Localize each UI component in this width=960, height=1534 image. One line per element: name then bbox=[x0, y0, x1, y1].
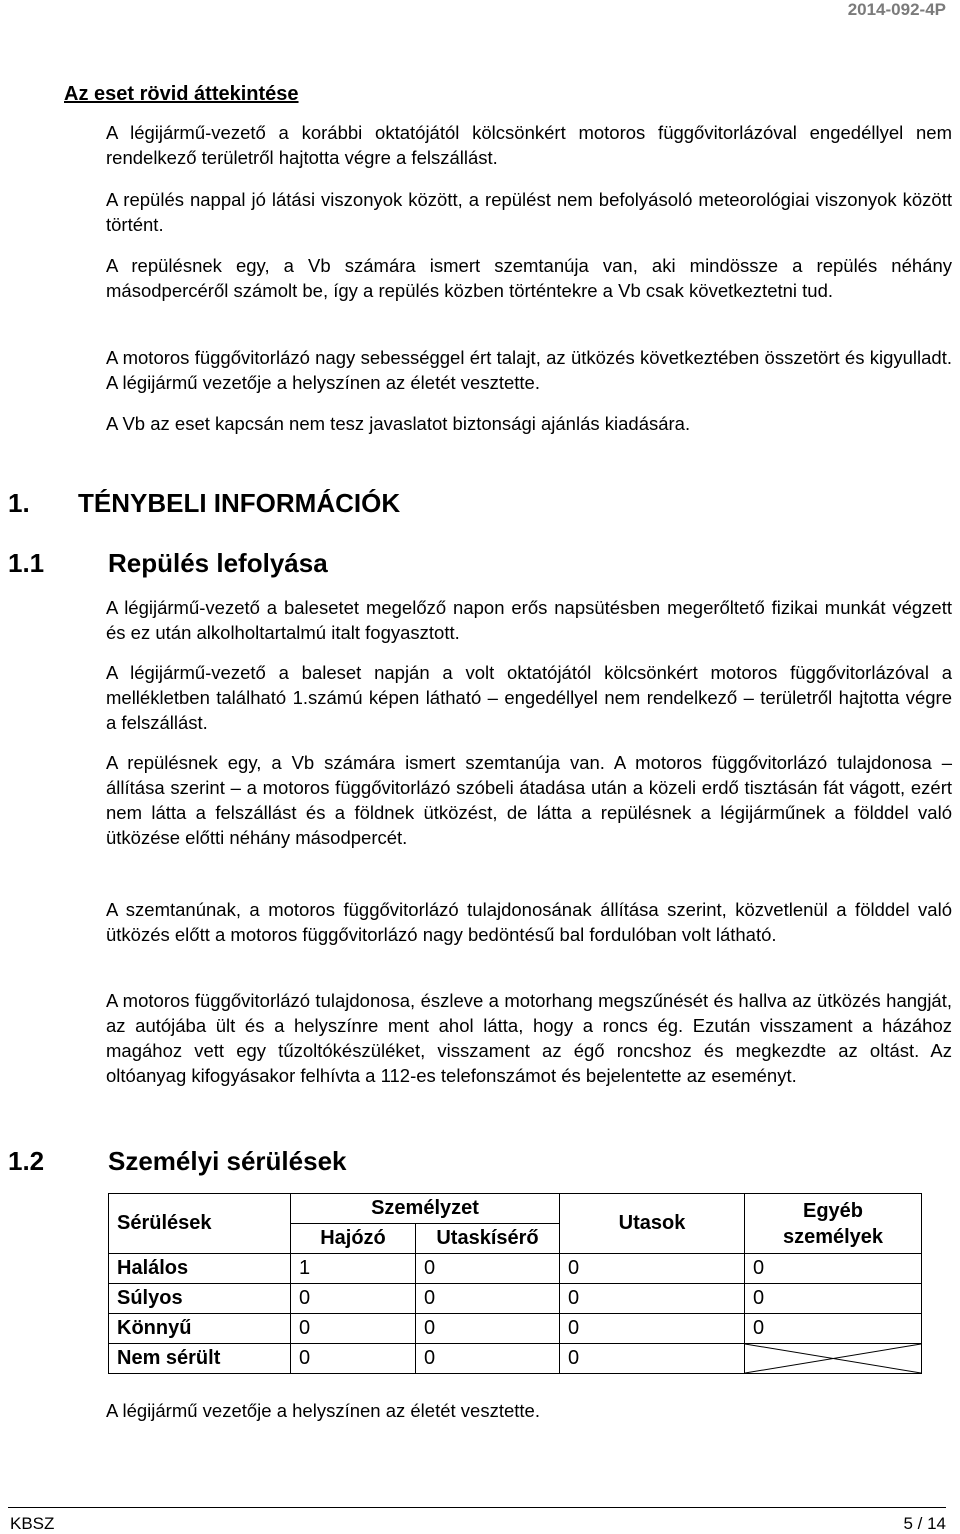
flight-paragraph-1: A légijármű-vezető a balesetet megelőző napon erős napsütésben megerőltető fizikai munkát végzett és ez után alkolholtartalmú italt fogyasztott. bbox=[106, 597, 952, 643]
table-cell: 0 bbox=[291, 1284, 416, 1314]
table-cell: 0 bbox=[560, 1314, 745, 1344]
summary-paragraph-1: A légijármű-vezető a korábbi oktatójától kölcsönkért motoros függővitorlázóval engedéllyel nem rendelkező területről hajtotta végre a felszállást. bbox=[106, 122, 952, 168]
header-pilot: Hajózó bbox=[291, 1224, 416, 1254]
table-cell: 0 bbox=[560, 1344, 745, 1374]
table-row bbox=[109, 1314, 922, 1344]
flight-paragraph-3: A repülésnek egy, a Vb számára ismert szemtanúja van. A motoros függővitorlázó tulajdonosa – állítása szerint – a motoros függővitorlázó szóbeli átadása után a közeli erdő tisztásán fát vágott, ezért nem látta a felszállást és a földnek ütközést, de látta a repülésnek a légijárműnek a földdel való ütközése előtti néhány másodpercét. bbox=[106, 752, 952, 848]
table-cell: 0 bbox=[560, 1284, 745, 1314]
injuries-note: A légijármű vezetője a helyszínen az életét vesztette. bbox=[106, 1400, 540, 1421]
row-label: Súlyos bbox=[109, 1284, 291, 1314]
section-number: 1.1 bbox=[8, 548, 45, 578]
summary-paragraph-4: A motoros függővitorlázó nagy sebességgel ért talajt, az ütközés következtében összetört és kigyulladt. A légijármű vezetője a helyszínen az életét vesztette. bbox=[106, 347, 952, 393]
flight-paragraph-4: A szemtanúnak, a motoros függővitorlázó tulajdonosának állítása szerint, közvetlenül a földdel való ütközés előtt a motoros függővitorlázó nagy bedöntésű bal fordulóban volt látható. bbox=[106, 899, 952, 945]
header-attendant: Utaskísérő bbox=[416, 1224, 560, 1254]
section-heading-1-2 bbox=[8, 1146, 347, 1177]
flight-paragraph-5: A motoros függővitorlázó tulajdonosa, észleve a motorhang megszűnését és hallva az ütközés hangját, az autójába ült és a helyszínre ment ahol látta, hogy a roncs ég. Ezután visszament a házához magához vett egy tűzoltókészüléket, visszament az égő roncshoz és megkezdte az oltást. Az oltóanyag kifogyásakor felhívta a 112-es telefonszámot és bejelentette az eseményt. bbox=[106, 990, 952, 1086]
section-title: TÉNYBELI INFORMÁCIÓK bbox=[78, 488, 401, 518]
summary-title: Az eset rövid áttekintése bbox=[64, 83, 299, 105]
section-number: 1.2 bbox=[8, 1146, 45, 1176]
summary-paragraph-3: A repülésnek egy, a Vb számára ismert szemtanúja van, aki mindössze a repülés néhány másodpercéről számolt be, így a repülés közben történtekre a Vb csak következtetni tud. bbox=[106, 255, 952, 301]
flight-paragraph-2: A légijármű-vezető a baleset napján a volt oktatójától kölcsönkért motoros függővitorlázóval a mellékletben található 1.számú képen látható – engedéllyel nem rendelkező – területről hajtotta végre a felszállást. bbox=[106, 662, 952, 733]
header-other-persons: Egyéb személyek bbox=[745, 1194, 922, 1254]
table-cell: 1 bbox=[291, 1254, 416, 1284]
section-title: Személyi sérülések bbox=[108, 1146, 347, 1176]
injuries-table bbox=[108, 1193, 922, 1374]
section-title: Repülés lefolyása bbox=[108, 548, 328, 578]
page-number: 5 / 14 bbox=[903, 1514, 946, 1533]
cross-mark-icon bbox=[745, 1344, 921, 1373]
summary-paragraph-5: A Vb az eset kapcsán nem tesz javaslatot biztonsági ajánlás kiadására. bbox=[106, 413, 691, 434]
table-row bbox=[109, 1344, 922, 1374]
table-cell: 0 bbox=[560, 1254, 745, 1284]
header-passengers: Utasok bbox=[560, 1194, 745, 1254]
row-label: Könnyű bbox=[109, 1314, 291, 1344]
table-row bbox=[109, 1284, 922, 1314]
header-crew: Személyzet bbox=[291, 1194, 560, 1224]
row-label: Nem sérült bbox=[109, 1344, 291, 1374]
document-id: 2014-092-4P bbox=[847, 0, 946, 19]
summary-paragraph-2: A repülés nappal jó látási viszonyok között, a repülést nem befolyásoló meteorológiai viszonyok között történt. bbox=[106, 189, 952, 235]
table-cell: 0 bbox=[745, 1284, 922, 1314]
section-heading-1 bbox=[8, 488, 400, 519]
table-cell: 0 bbox=[291, 1314, 416, 1344]
section-heading-1-1 bbox=[8, 548, 328, 579]
table-cell: 0 bbox=[416, 1314, 560, 1344]
footer-organization: KBSZ bbox=[10, 1514, 55, 1533]
table-cell: 0 bbox=[745, 1314, 922, 1344]
header-injuries: Sérülések bbox=[109, 1194, 291, 1254]
table-cell: 0 bbox=[416, 1284, 560, 1314]
table-cell: 0 bbox=[416, 1254, 560, 1284]
crossed-out-cell bbox=[745, 1344, 922, 1374]
table-cell: 0 bbox=[745, 1254, 922, 1284]
row-label: Halálos bbox=[109, 1254, 291, 1284]
footer-divider bbox=[8, 1507, 946, 1508]
section-number: 1. bbox=[8, 488, 30, 518]
table-cell: 0 bbox=[291, 1344, 416, 1374]
table-row bbox=[109, 1254, 922, 1284]
table-cell: 0 bbox=[416, 1344, 560, 1374]
